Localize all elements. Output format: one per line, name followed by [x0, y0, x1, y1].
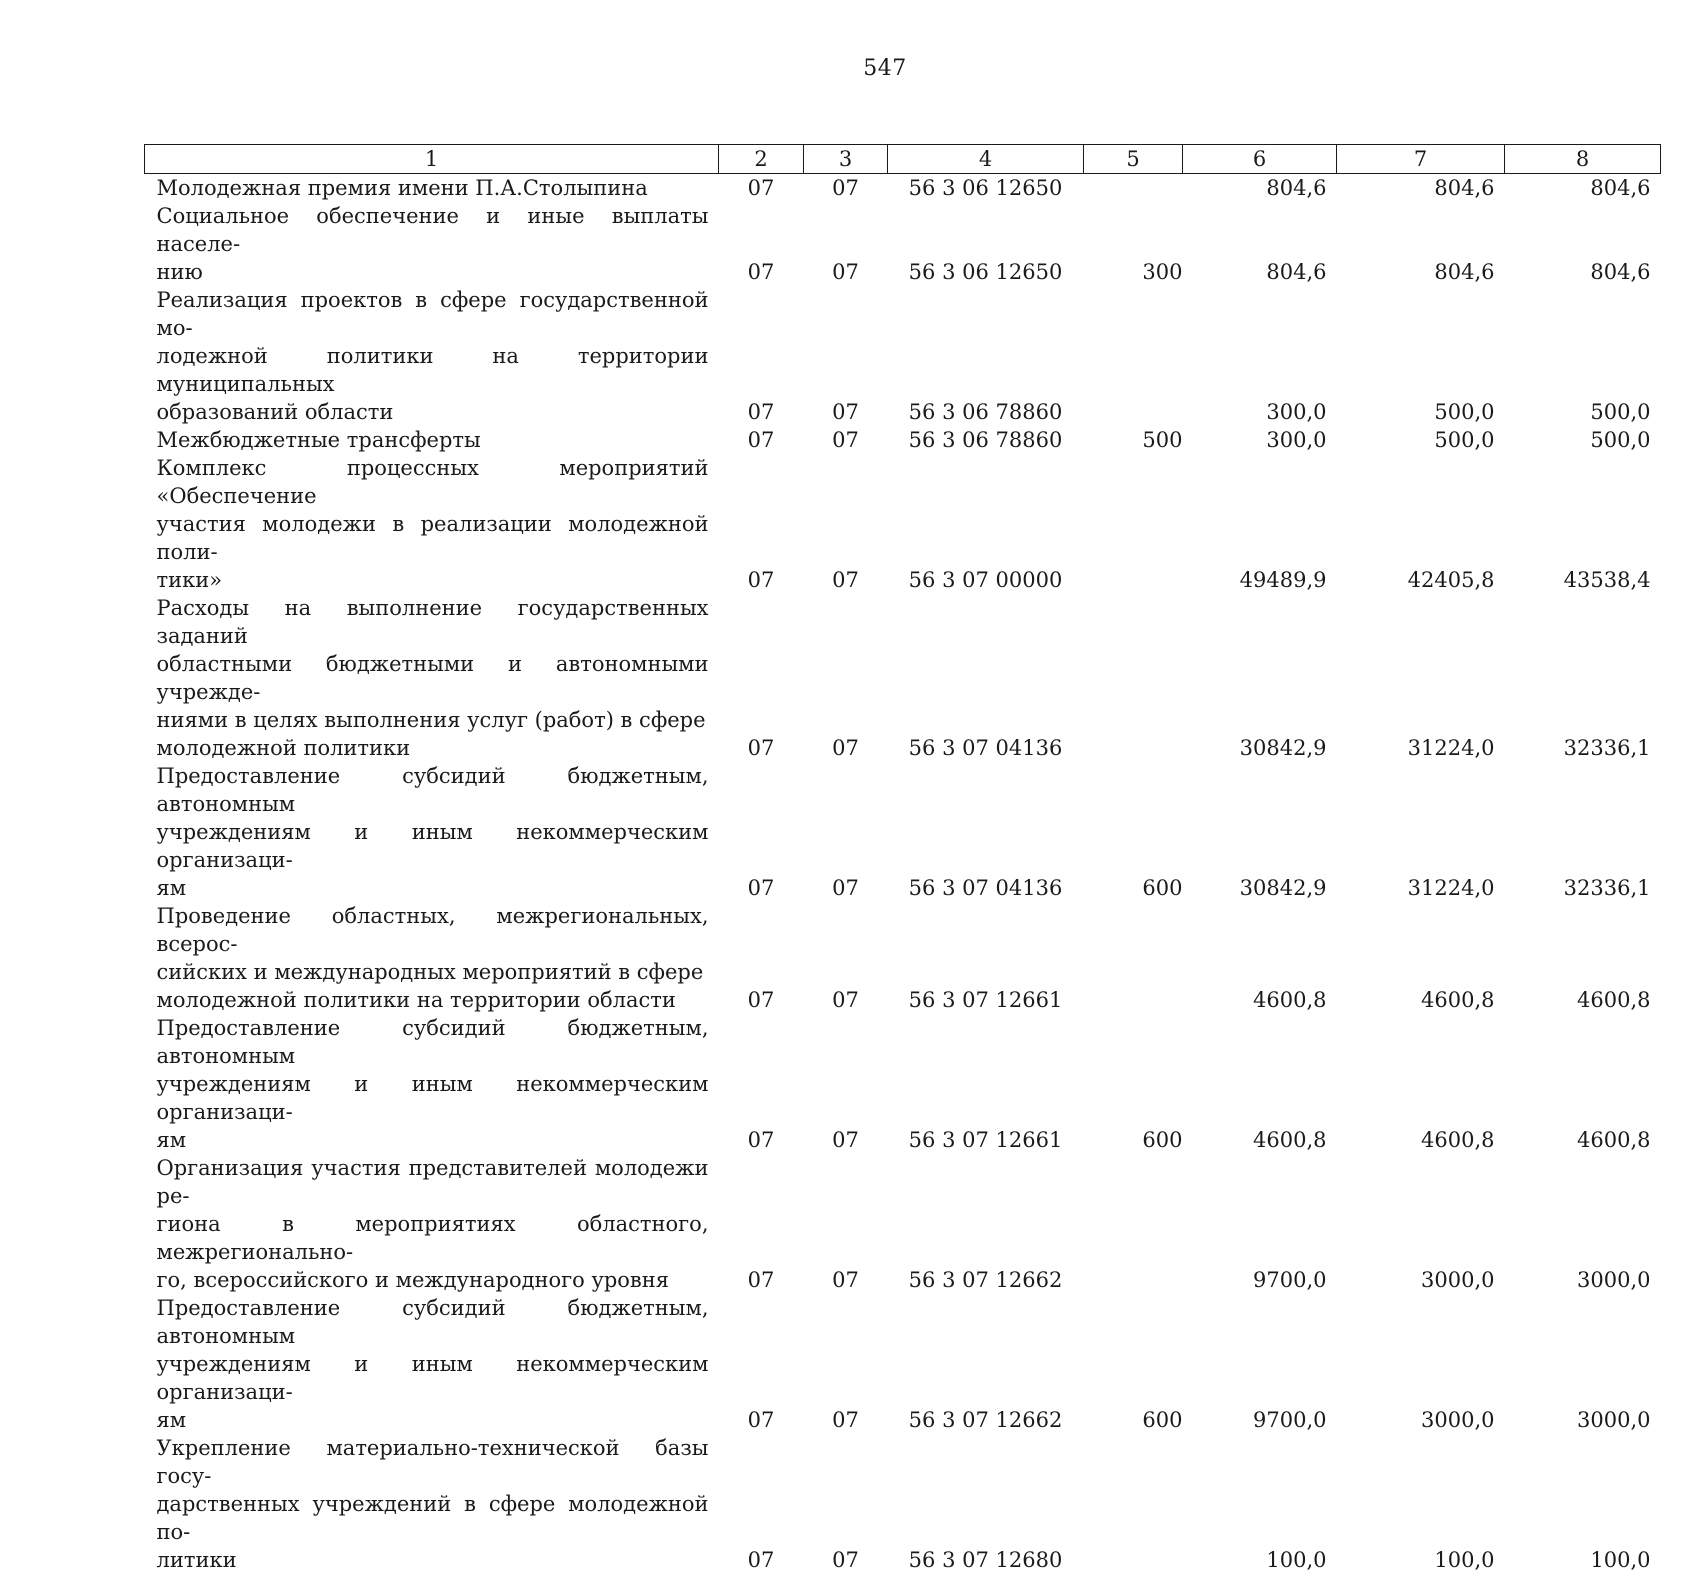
amount-cell-3: 4600,8 [1577, 1128, 1651, 1152]
section-code-cell: 07 [747, 1548, 775, 1572]
amount-cell-1: 4600,8 [1253, 1128, 1327, 1152]
column-header: 2 [719, 145, 804, 174]
target-article-cell: 56 3 07 12662 [908, 1268, 1063, 1292]
table-row [145, 1154, 1661, 1294]
subsection-code-cell: 07 [832, 260, 859, 284]
row-name-cell: Проведение областных, межрегиональных, всерос- сийских и международных мероприятий в сфере молодежной политики на территории области [156, 904, 709, 1012]
budget-table [144, 144, 1661, 1574]
subsection-code-cell: 07 [832, 1408, 859, 1432]
subsection-code-cell: 07 [832, 400, 859, 424]
table-row [145, 426, 1661, 454]
section-code-cell: 07 [747, 988, 775, 1012]
page-number: 547 [863, 56, 907, 81]
table-row [145, 454, 1661, 594]
amount-cell-1: 804,6 [1266, 176, 1327, 200]
row-name-cell: Межбюджетные трансферты [156, 428, 481, 452]
amount-cell-3: 3000,0 [1577, 1268, 1651, 1292]
expense-type-cell: 300 [1142, 260, 1183, 284]
amount-cell-2: 804,6 [1434, 260, 1495, 284]
row-name-cell: Укрепление материально-технической базы госу- дарственных учреждений в сфере молодежной по- литики [156, 1436, 709, 1572]
amount-cell-3: 500,0 [1590, 428, 1651, 452]
expense-type-cell [1084, 1154, 1183, 1294]
target-article-cell: 56 3 06 78860 [908, 400, 1063, 424]
amount-cell-2: 4600,8 [1421, 988, 1495, 1012]
target-article-cell: 56 3 07 04136 [908, 876, 1063, 900]
target-article-cell: 56 3 06 12650 [908, 176, 1063, 200]
expense-type-cell: 600 [1142, 1408, 1183, 1432]
table-row [145, 174, 1661, 203]
column-header: 5 [1084, 145, 1183, 174]
subsection-code-cell: 07 [832, 568, 859, 592]
target-article-cell: 56 3 07 12680 [908, 1548, 1063, 1572]
column-header: 8 [1505, 145, 1661, 174]
expense-type-cell: 600 [1142, 1128, 1183, 1152]
subsection-code-cell: 07 [832, 876, 859, 900]
expense-type-cell [1084, 1434, 1183, 1574]
target-article-cell: 56 3 06 78860 [908, 428, 1063, 452]
amount-cell-3: 32336,1 [1563, 876, 1651, 900]
row-name-cell: Комплекс процессных мероприятий «Обеспечение участия молодежи в реализации молодежной поли- тики» [156, 456, 709, 592]
table-row [145, 902, 1661, 1014]
section-code-cell: 07 [747, 400, 775, 424]
section-code-cell: 07 [747, 876, 775, 900]
table-row [145, 594, 1661, 762]
amount-cell-2: 3000,0 [1421, 1268, 1495, 1292]
amount-cell-3: 4600,8 [1577, 988, 1651, 1012]
column-header: 3 [804, 145, 888, 174]
section-code-cell: 07 [747, 736, 775, 760]
target-article-cell: 56 3 06 12650 [908, 260, 1063, 284]
column-header: 1 [145, 145, 719, 174]
row-name-cell: Организация участия представителей молодежи ре- гиона в мероприятиях областного, межрегионально- го, всероссийского и международного уровня [156, 1156, 709, 1292]
target-article-cell: 56 3 07 12661 [908, 1128, 1063, 1152]
amount-cell-3: 804,6 [1590, 260, 1651, 284]
section-code-cell: 07 [747, 260, 775, 284]
section-code-cell: 07 [747, 176, 775, 200]
column-header: 6 [1183, 145, 1337, 174]
amount-cell-3: 100,0 [1590, 1548, 1651, 1572]
row-name-cell: Предоставление субсидий бюджетным, автономным учреждениям и иным некоммерческим организаци- ям [156, 764, 709, 900]
amount-cell-2: 31224,0 [1407, 736, 1495, 760]
amount-cell-2: 42405,8 [1407, 568, 1495, 592]
amount-cell-3: 43538,4 [1563, 568, 1651, 592]
amount-cell-1: 9700,0 [1253, 1268, 1327, 1292]
section-code-cell: 07 [747, 1408, 775, 1432]
row-name-cell: Расходы на выполнение государственных заданий областными бюджетными и автономными учрежде- ниями в целях выполнения услуг (работ) в сфере молодежной политики [156, 596, 709, 760]
amount-cell-3: 32336,1 [1563, 736, 1651, 760]
amount-cell-2: 500,0 [1434, 400, 1495, 424]
amount-cell-1: 49489,9 [1239, 568, 1327, 592]
subsection-code-cell: 07 [832, 1548, 859, 1572]
table-row [145, 286, 1661, 426]
amount-cell-1: 300,0 [1266, 428, 1327, 452]
amount-cell-2: 804,6 [1434, 176, 1495, 200]
expense-type-cell [1084, 594, 1183, 762]
amount-cell-2: 31224,0 [1407, 876, 1495, 900]
subsection-code-cell: 07 [832, 1268, 859, 1292]
amount-cell-3: 804,6 [1590, 176, 1651, 200]
table-row [145, 202, 1661, 286]
column-header: 4 [888, 145, 1084, 174]
column-header: 7 [1337, 145, 1505, 174]
amount-cell-2: 4600,8 [1421, 1128, 1495, 1152]
section-code-cell: 07 [747, 568, 775, 592]
column-number-header [145, 145, 1661, 174]
amount-cell-3: 3000,0 [1577, 1408, 1651, 1432]
subsection-code-cell: 07 [832, 176, 859, 200]
row-name-cell: Предоставление субсидий бюджетным, автономным учреждениям и иным некоммерческим организаци- ям [156, 1016, 709, 1152]
amount-cell-2: 100,0 [1434, 1548, 1495, 1572]
subsection-code-cell: 07 [832, 736, 859, 760]
row-name-cell: Реализация проектов в сфере государственной мо- лодежной политики на территории муниципальных образований области [156, 288, 709, 424]
amount-cell-1: 30842,9 [1239, 876, 1327, 900]
amount-cell-1: 100,0 [1266, 1548, 1327, 1572]
amount-cell-1: 300,0 [1266, 400, 1327, 424]
amount-cell-1: 30842,9 [1239, 736, 1327, 760]
expense-type-cell [1084, 174, 1183, 203]
row-name-cell: Социальное обеспечение и иные выплаты населе- нию [156, 204, 709, 284]
subsection-code-cell: 07 [832, 428, 859, 452]
expense-type-cell [1084, 454, 1183, 594]
expense-type-cell: 500 [1142, 428, 1183, 452]
expense-type-cell [1084, 902, 1183, 1014]
expense-type-cell: 600 [1142, 876, 1183, 900]
table-row [145, 1434, 1661, 1574]
table-row [145, 1294, 1661, 1434]
amount-cell-2: 500,0 [1434, 428, 1495, 452]
target-article-cell: 56 3 07 12662 [908, 1408, 1063, 1432]
section-code-cell: 07 [747, 1128, 775, 1152]
section-code-cell: 07 [747, 428, 775, 452]
table-row [145, 762, 1661, 902]
section-code-cell: 07 [747, 1268, 775, 1292]
amount-cell-2: 3000,0 [1421, 1408, 1495, 1432]
amount-cell-3: 500,0 [1590, 400, 1651, 424]
amount-cell-1: 804,6 [1266, 260, 1327, 284]
subsection-code-cell: 07 [832, 988, 859, 1012]
subsection-code-cell: 07 [832, 1128, 859, 1152]
target-article-cell: 56 3 07 04136 [908, 736, 1063, 760]
amount-cell-1: 9700,0 [1253, 1408, 1327, 1432]
row-name-cell: Предоставление субсидий бюджетным, автономным учреждениям и иным некоммерческим организаци- ям [156, 1296, 709, 1432]
target-article-cell: 56 3 07 12661 [908, 988, 1063, 1012]
amount-cell-1: 4600,8 [1253, 988, 1327, 1012]
row-name-cell: Молодежная премия имени П.А.Столыпина [156, 176, 648, 200]
table-row [145, 1014, 1661, 1154]
target-article-cell: 56 3 07 00000 [908, 568, 1063, 592]
expense-type-cell [1084, 286, 1183, 426]
